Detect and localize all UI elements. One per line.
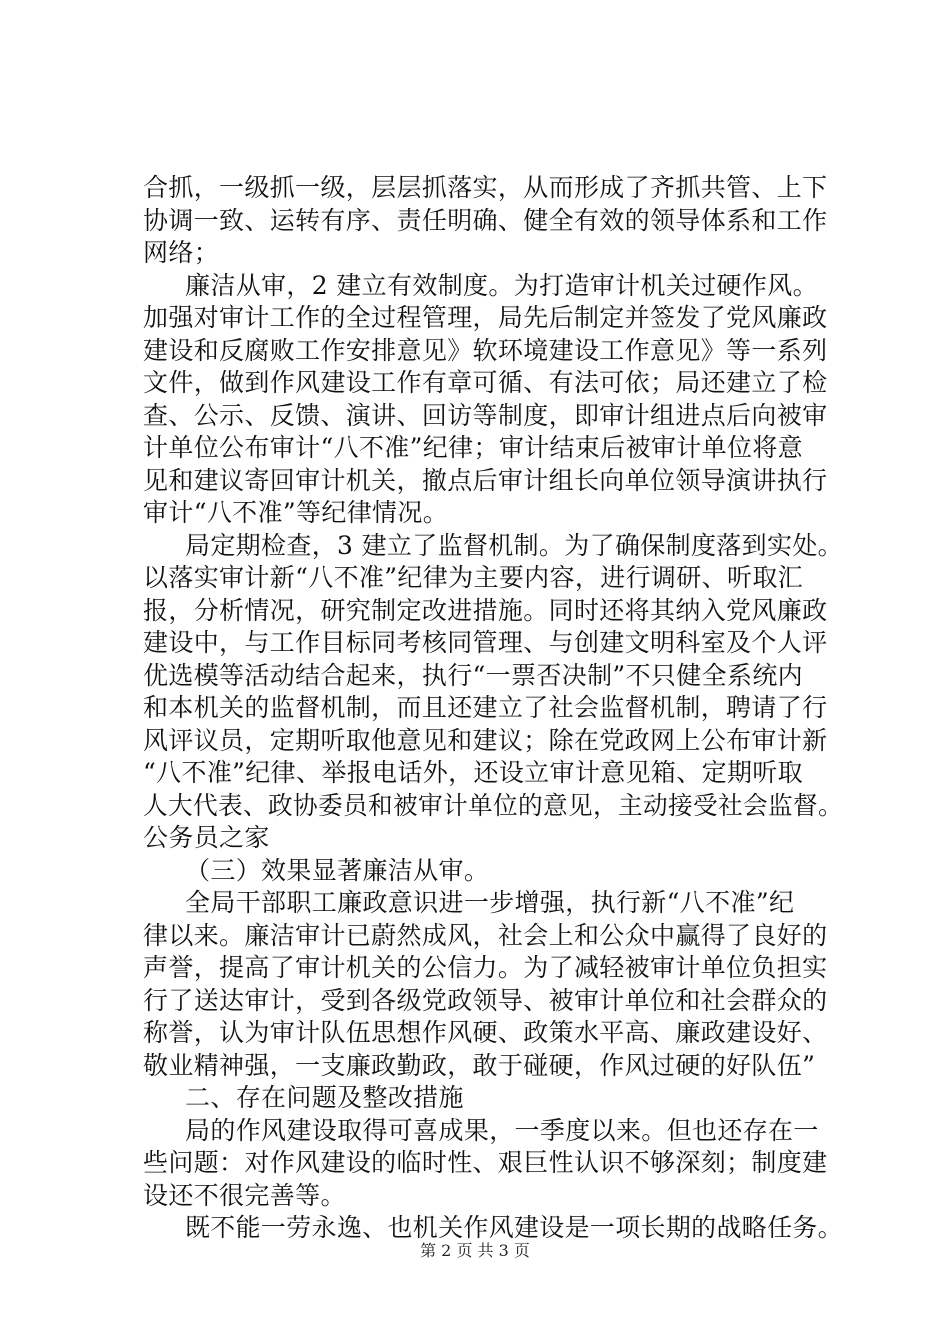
text-line: 查、公示、反馈、演讲、回访等制度，即审计组进点后向被审 — [143, 400, 828, 430]
text-line: “八不准”纪律、举报电话外，还设立审计意见箱、定期听取 — [143, 758, 804, 787]
text-line: 见和建议寄回审计机关，撤点后审计组长向单位领导演讲执行 — [143, 465, 828, 495]
text-line: 局的作风建设取得可喜成果，一季度以来。但也还存在一 — [185, 1115, 819, 1145]
text-line: 二、存在问题及整改措施 — [185, 1083, 464, 1112]
text-line: 网络； — [143, 238, 220, 267]
text-line: 些问题：对作风建设的临时性、艰巨性认识不够深刻；制度建 — [143, 1148, 828, 1177]
body-text — [143, 172, 843, 1245]
text-line: 全局干部职工廉政意识进一步增强，执行新“八不准”纪 — [185, 888, 795, 917]
page-footer: 第 2 页 共 3 页 — [420, 1241, 530, 1260]
text-line: 建设中，与工作目标同考核同管理、与创建文明科室及个人评 — [143, 628, 828, 657]
text-line: 计单位公布审计“八不准”纪律；审计结束后被审计单位将意 — [143, 433, 804, 462]
text-line: （三）效果显著廉洁从审。 — [185, 855, 490, 885]
text-line: 敬业精神强，一支廉政勤政，敢于碰硬，作风过硬的好队伍” — [143, 1050, 816, 1080]
text-line: 和本机关的监督机制，而且还建立了社会监督机制，聘请了行 — [143, 693, 828, 722]
text-line: 文件，做到作风建设工作有章可循、有法可依；局还建立了检 — [143, 368, 828, 397]
text-line: 既不能一劳永逸、也机关作风建设是一项长期的战略任务。 — [185, 1213, 843, 1242]
text-line: 审计“八不准”等纪律情况。 — [143, 498, 449, 527]
text-line: 行了送达审计，受到各级党政领导、被审计单位和社会群众的 — [143, 985, 828, 1015]
text-line: 建设和反腐败工作安排意见》软环境建设工作意见》等一系列 — [143, 335, 828, 365]
text-line: 优选模等活动结合起来，执行“一票否决制”不只健全系统内 — [143, 660, 804, 690]
text-line: 报，分析情况，研究制定改进措施。同时还将其纳入党风廉政 — [143, 595, 828, 625]
text-line: 称誉，认为审计队伍思想作风硬、政策水平高、廉政建设好、 — [143, 1018, 828, 1047]
text-line: 加强对审计工作的全过程管理，局先后制定并签发了党风廉政 — [143, 303, 828, 332]
text-line: 人大代表、政协委员和被审计单位的意见，主动接受社会监督。 — [143, 790, 843, 820]
text-line: 公务员之家 — [143, 823, 270, 852]
text-line: 以落实审计新“八不准”纪律为主要内容，进行调研、听取汇 — [143, 563, 804, 592]
text-line: 廉洁从审，2 建立有效制度。为打造审计机关过硬作风。 — [185, 270, 818, 300]
text-line: 风评议员，定期听取他意见和建议；除在党政网上公布审计新 — [143, 725, 828, 755]
text-line: 协调一致、运转有序、责任明确、健全有效的领导体系和工作 — [143, 205, 828, 235]
text-line: 声誉，提高了审计机关的公信力。为了减轻被审计单位负担实 — [143, 953, 828, 982]
text-line: 律以来。廉洁审计已蔚然成风，社会上和公众中赢得了良好的 — [143, 920, 828, 950]
text-line: 局定期检查，3 建立了监督机制。为了确保制度落到实处。 — [185, 530, 843, 560]
text-line: 合抓，一级抓一级，层层抓落实，从而形成了齐抓共管、上下 — [143, 173, 828, 202]
text-line: 设还不很完善等。 — [143, 1180, 346, 1210]
